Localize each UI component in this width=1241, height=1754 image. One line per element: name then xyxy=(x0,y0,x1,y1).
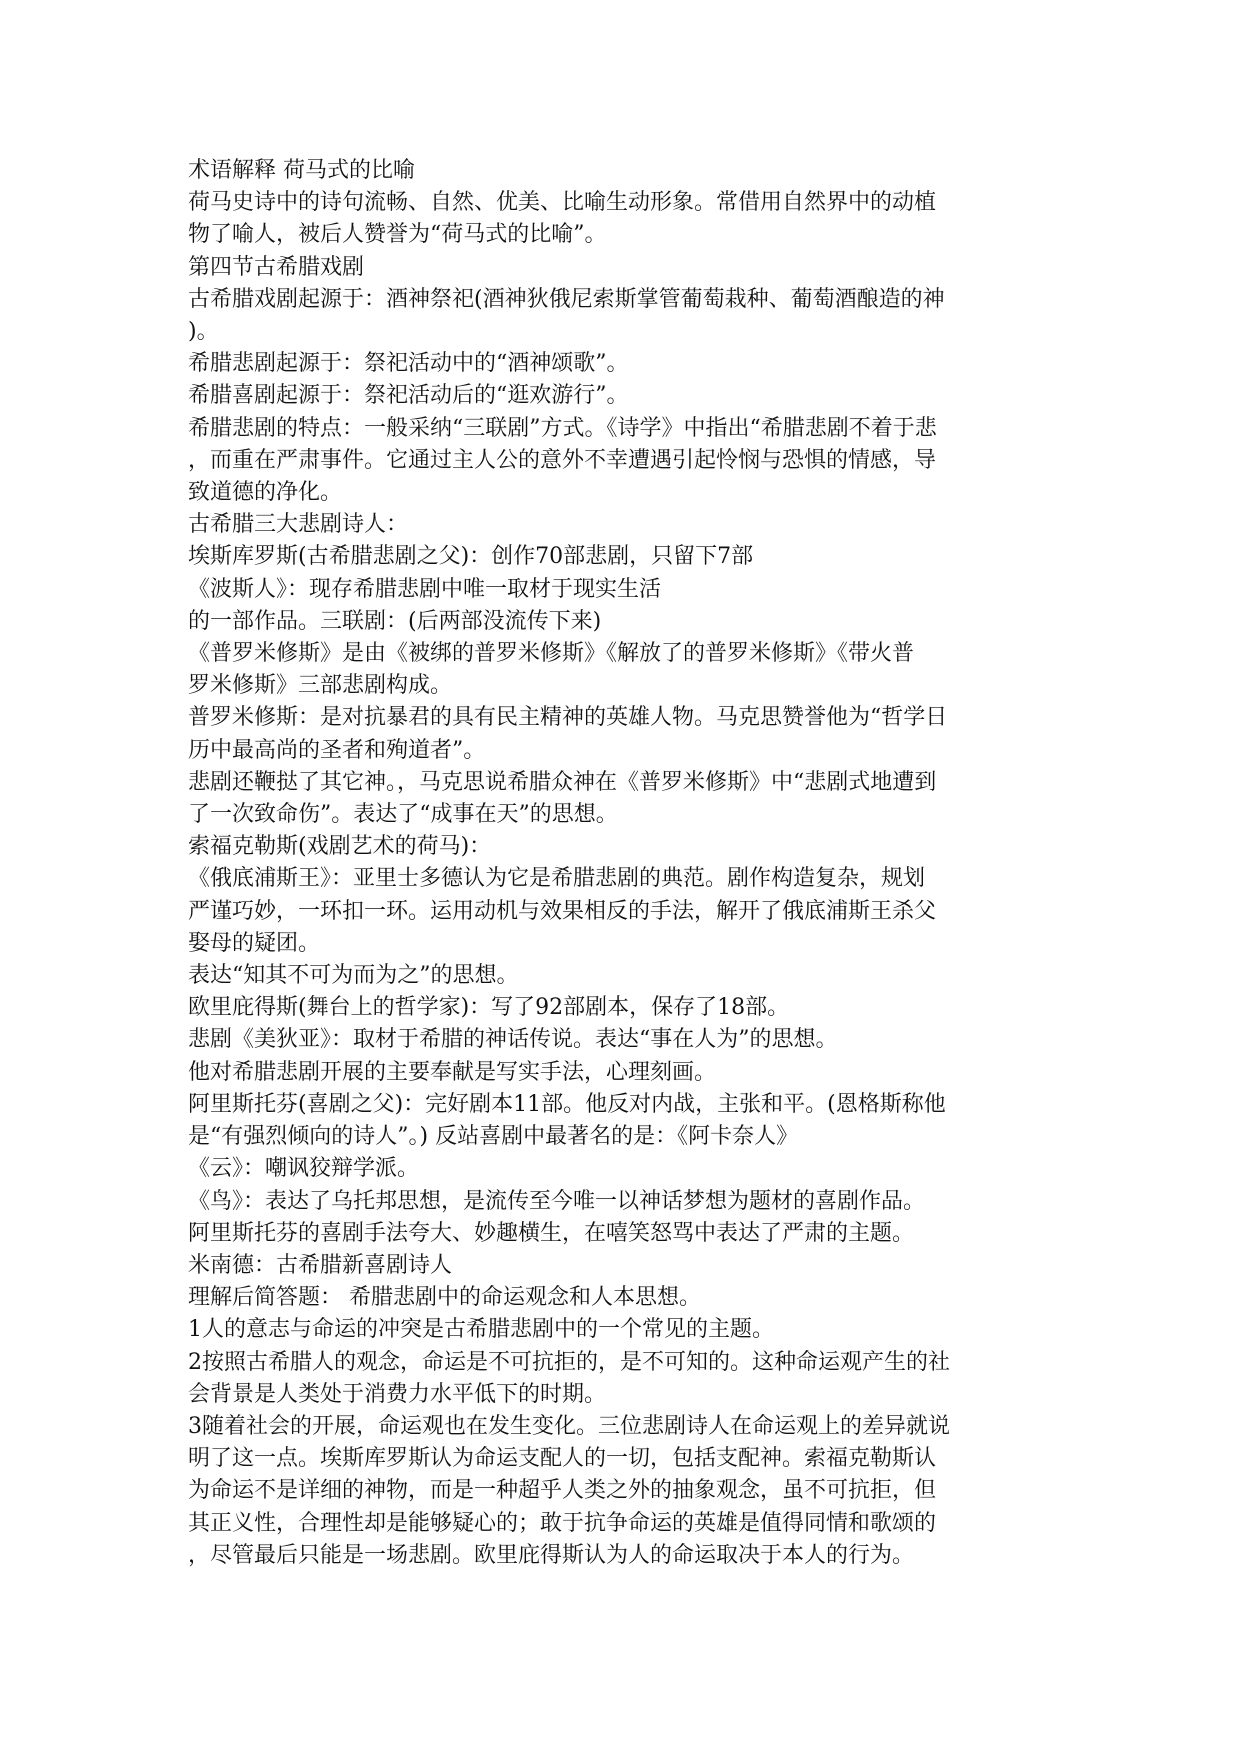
text-line: 《云》：嘲讽狡辩学派。 xyxy=(188,1156,420,1182)
text-line: 明了这一点。埃斯库罗斯认为命运支配人的一切，包括支配神。索福克勒斯认 xyxy=(188,1446,937,1472)
text-line: 严谨巧妙，一环扣一环。运用动机与效果相反的手法，解开了俄底浦斯王杀父 xyxy=(188,898,937,924)
text-line: 荷马史诗中的诗句流畅、自然、优美、比喻生动形象。常借用自然界中的动植 xyxy=(188,190,937,216)
text-line: 娶母的疑团。 xyxy=(188,930,321,956)
text-line: 索福克勒斯(戏剧艺术的荷马)： xyxy=(188,834,492,860)
text-line: 了一次致命伤”。表达了“成事在天”的思想。 xyxy=(188,802,618,828)
text-line: 其正义性，合理性却是能够疑心的；敢于抗争命运的英雄是值得同情和歌颂的 xyxy=(188,1510,937,1536)
text-line: 致道德的净化。 xyxy=(188,480,343,506)
text-line: 他对希腊悲剧开展的主要奉献是写实手法，心理刻画。 xyxy=(188,1059,717,1085)
text-line: 《波斯人》：现存希腊悲剧中唯一取材于现实生活 xyxy=(188,576,662,602)
text-line: 普罗米修斯：是对抗暴君的具有民主精神的英雄人物。马克思赞誉他为“哲学日 xyxy=(188,705,948,731)
text-line: ，而重在严肃事件。它通过主人公的意外不幸遭遇引起怜悯与恐惧的情感，导 xyxy=(188,447,937,473)
text-line: 是“有强烈倾向的诗人”。) 反站喜剧中最著名的是：《阿卡奈人》 xyxy=(188,1124,799,1150)
text-line: )。 xyxy=(188,319,219,345)
text-line: 米南德：古希腊新喜剧诗人 xyxy=(188,1252,453,1278)
text-line: 罗米修斯》三部悲剧构成。 xyxy=(188,673,453,699)
document-body xyxy=(188,155,1060,1572)
text-line: ，尽管最后只能是一场悲剧。欧里庇得斯认为人的命运取决于本人的行为。 xyxy=(188,1542,915,1568)
text-line: 阿里斯托芬的喜剧手法夸大、妙趣横生，在嘻笑怒骂中表达了严肃的主题。 xyxy=(188,1220,915,1246)
text-line: 希腊悲剧起源于：祭祀活动中的“酒神颂歌”。 xyxy=(188,351,629,377)
text-line: 埃斯库罗斯(古希腊悲剧之父)：创作70部悲剧，只留下7部 xyxy=(188,544,754,570)
text-line: 2按照古希腊人的观念，命运是不可抗拒的，是不可知的。这种命运观产生的社 xyxy=(188,1349,950,1375)
text-line: 物了喻人，被后人赞誉为“荷马式的比喻”。 xyxy=(188,222,607,248)
text-line: 的一部作品。三联剧：(后两部没流传下来) xyxy=(188,608,602,634)
text-line: 理解后简答题： 希腊悲剧中的命运观念和人本思想。 xyxy=(188,1285,701,1311)
text-line: 《俄底浦斯王》：亚里士多德认为它是希腊悲剧的典范。剧作构造复杂，规划 xyxy=(188,866,926,892)
text-line: 表达“知其不可为而为之”的思想。 xyxy=(188,963,519,989)
text-line: 为命运不是详细的神物，而是一种超乎人类之外的抽象观念，虽不可抗拒，但 xyxy=(188,1478,937,1504)
text-line: 术语解释 荷马式的比喻 xyxy=(188,158,415,183)
text-line: 《鸟》：表达了乌托邦思想，是流传至今唯一以神话梦想为题材的喜剧作品。 xyxy=(188,1188,926,1214)
text-line: 欧里庇得斯(舞台上的哲学家)：写了92部剧本，保存了18部。 xyxy=(188,995,790,1021)
text-line: 悲剧还鞭挞了其它神。，马克思说希腊众神在《普罗米修斯》中“悲剧式地遭到 xyxy=(188,769,937,795)
text-line: 希腊悲剧的特点：一般采纳“三联剧”方式。《诗学》中指出“希腊悲剧不着于悲 xyxy=(188,415,937,441)
text-line: 古希腊戏剧起源于：酒神祭祀(酒神狄俄尼索斯掌管葡萄栽种、葡萄酒酿造的神 xyxy=(188,286,945,312)
text-line: 会背景是人类处于消费力水平低下的时期。 xyxy=(188,1381,607,1407)
text-line: 1人的意志与命运的冲突是古希腊悲剧中的一个常见的主题。 xyxy=(188,1317,774,1343)
section-heading: 第四节古希腊戏剧 xyxy=(188,254,365,280)
text-line: 阿里斯托芬(喜剧之父)：完好剧本11部。他反对内战，主张和平。(恩格斯称他 xyxy=(188,1091,946,1117)
text-line: 历中最高尚的圣者和殉道者”。 xyxy=(188,737,486,763)
text-line: 古希腊三大悲剧诗人： xyxy=(188,512,409,538)
text-line: 悲剧《美狄亚》：取材于希腊的神话传说。表达“事在人为”的思想。 xyxy=(188,1027,838,1053)
text-line: 《普罗米修斯》是由《被绑的普罗米修斯》《解放了的普罗米修斯》《带火普 xyxy=(188,641,915,667)
text-line: 3随着社会的开展，命运观也在发生变化。三位悲剧诗人在命运观上的差异就说 xyxy=(188,1413,950,1439)
text-line: 希腊喜剧起源于：祭祀活动后的“逛欢游行”。 xyxy=(188,383,629,409)
